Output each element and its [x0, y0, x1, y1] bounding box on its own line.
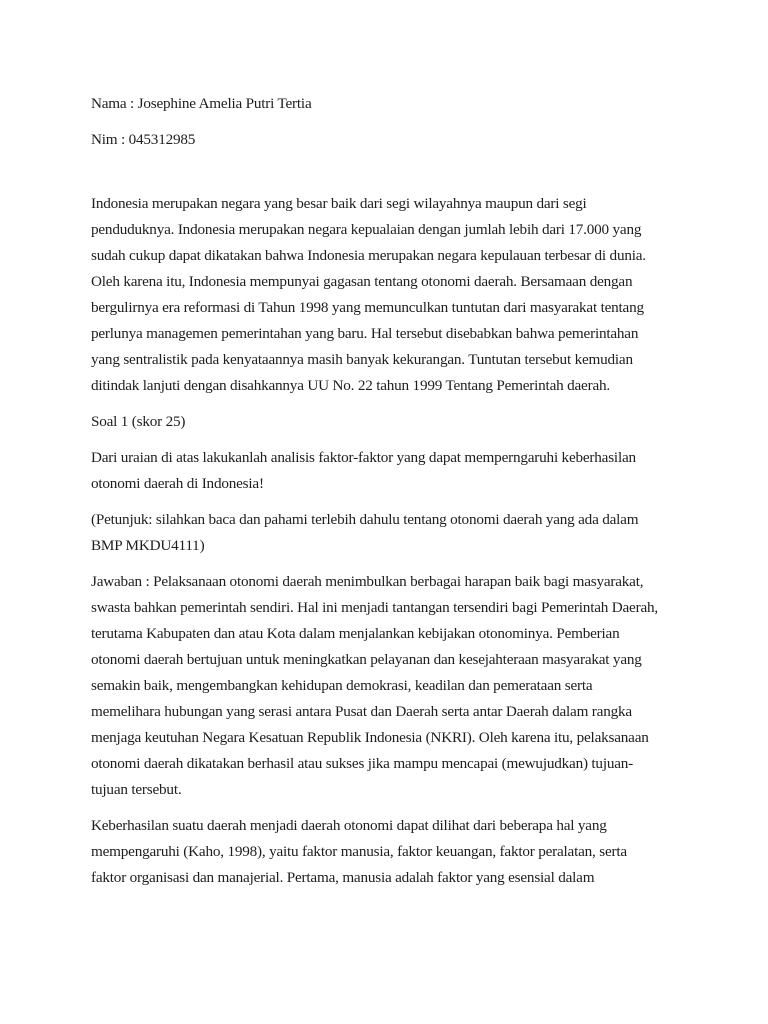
answer-paragraph	[91, 569, 691, 803]
text-line: Oleh karena itu, Indonesia mempunyai gagasan tentang otonomi daerah. Bersamaan dengan	[91, 273, 633, 290]
text-line: mempengaruhi (Kaho, 1998), yaitu faktor manusia, faktor keuangan, faktor peralatan, serta	[91, 843, 627, 860]
hint-paragraph	[91, 507, 691, 559]
text-line: memelihara hubungan yang serasi antara Pusat dan Daerah serta antar Daerah dalam rangka	[91, 703, 632, 720]
spacer	[91, 803, 691, 813]
text-line: Indonesia merupakan negara yang besar baik dari segi wilayahnya maupun dari segi	[91, 195, 587, 212]
text-line: Soal 1 (skor 25)	[91, 413, 186, 430]
text-line: Dari uraian di atas lakukanlah analisis faktor-faktor yang dapat memperngaruhi keberhasilan	[91, 449, 636, 466]
text-line: otonomi daerah di Indonesia!	[91, 475, 264, 492]
spacer	[91, 435, 691, 445]
text-line: swasta bahkan pemerintah sendiri. Hal ini menjadi tantangan tersendiri bagi Pemerintah Daerah,	[91, 599, 658, 616]
text-line: penduduknya. Indonesia merupakan negara kepualaian dengan jumlah lebih dari 17.000 yang	[91, 221, 642, 238]
text-line: ditindak lanjuti dengan disahkannya UU No. 22 tahun 1999 Tentang Pemerintah daerah.	[91, 377, 610, 394]
text-line: Keberhasilan suatu daerah menjadi daerah otonomi dapat dilihat dari beberapa hal yang	[91, 817, 607, 834]
text-line: faktor organisasi dan manajerial. Pertama, manusia adalah faktor yang esensial dalam	[91, 869, 595, 886]
intro-paragraph	[91, 191, 691, 399]
text-line: Jawaban : Pelaksanaan otonomi daerah menimbulkan berbagai harapan baik bagi masyarakat,	[91, 573, 644, 590]
student-nim: Nim : 045312985	[91, 131, 196, 148]
spacer	[91, 399, 691, 409]
student-name: Nama : Josephine Amelia Putri Tertia	[91, 95, 312, 112]
spacer	[91, 117, 691, 127]
success-factors-paragraph	[91, 813, 691, 891]
spacer	[91, 497, 691, 507]
question-paragraph	[91, 445, 691, 497]
text-line: otonomi daerah dikatakan berhasil atau sukses jika mampu mencapai (mewujudkan) tujuan-	[91, 755, 634, 772]
question-heading	[91, 409, 691, 435]
text-line: BMP MKDU4111)	[91, 537, 205, 554]
text-line: tujuan tersebut.	[91, 781, 182, 798]
text-line: sudah cukup dapat dikatakan bahwa Indonesia merupakan negara kepulauan terbesar di dunia.	[91, 247, 646, 264]
text-line: perlunya managemen pemerintahan yang baru. Hal tersebut disebabkan bahwa pemerintahan	[91, 325, 639, 342]
spacer	[91, 559, 691, 569]
text-line: menjaga keutuhan Negara Kesatuan Republik Indonesia (NKRI). Oleh karena itu, pelaksanaan	[91, 729, 649, 746]
text-line: terutama Kabupaten dan atau Kota dalam menjalankan kebijakan otonominya. Pemberian	[91, 625, 620, 642]
document-body	[91, 91, 691, 891]
text-line: (Petunjuk: silahkan baca dan pahami terlebih dahulu tentang otonomi daerah yang ada dalam	[91, 511, 639, 528]
text-line: semakin baik, mengembangkan kehidupan demokrasi, keadilan dan pemerataan serta	[91, 677, 593, 694]
text-line: otonomi daerah bertujuan untuk meningkatkan pelayanan dan kesejahteraan masyarakat yang	[91, 651, 642, 668]
spacer	[91, 153, 691, 191]
text-line: yang sentralistik pada kenyataannya masih banyak kekurangan. Tuntutan tersebut kemudian	[91, 351, 633, 368]
text-line: bergulirnya era reformasi di Tahun 1998 yang memunculkan tuntutan dari masyarakat tentang	[91, 299, 644, 316]
